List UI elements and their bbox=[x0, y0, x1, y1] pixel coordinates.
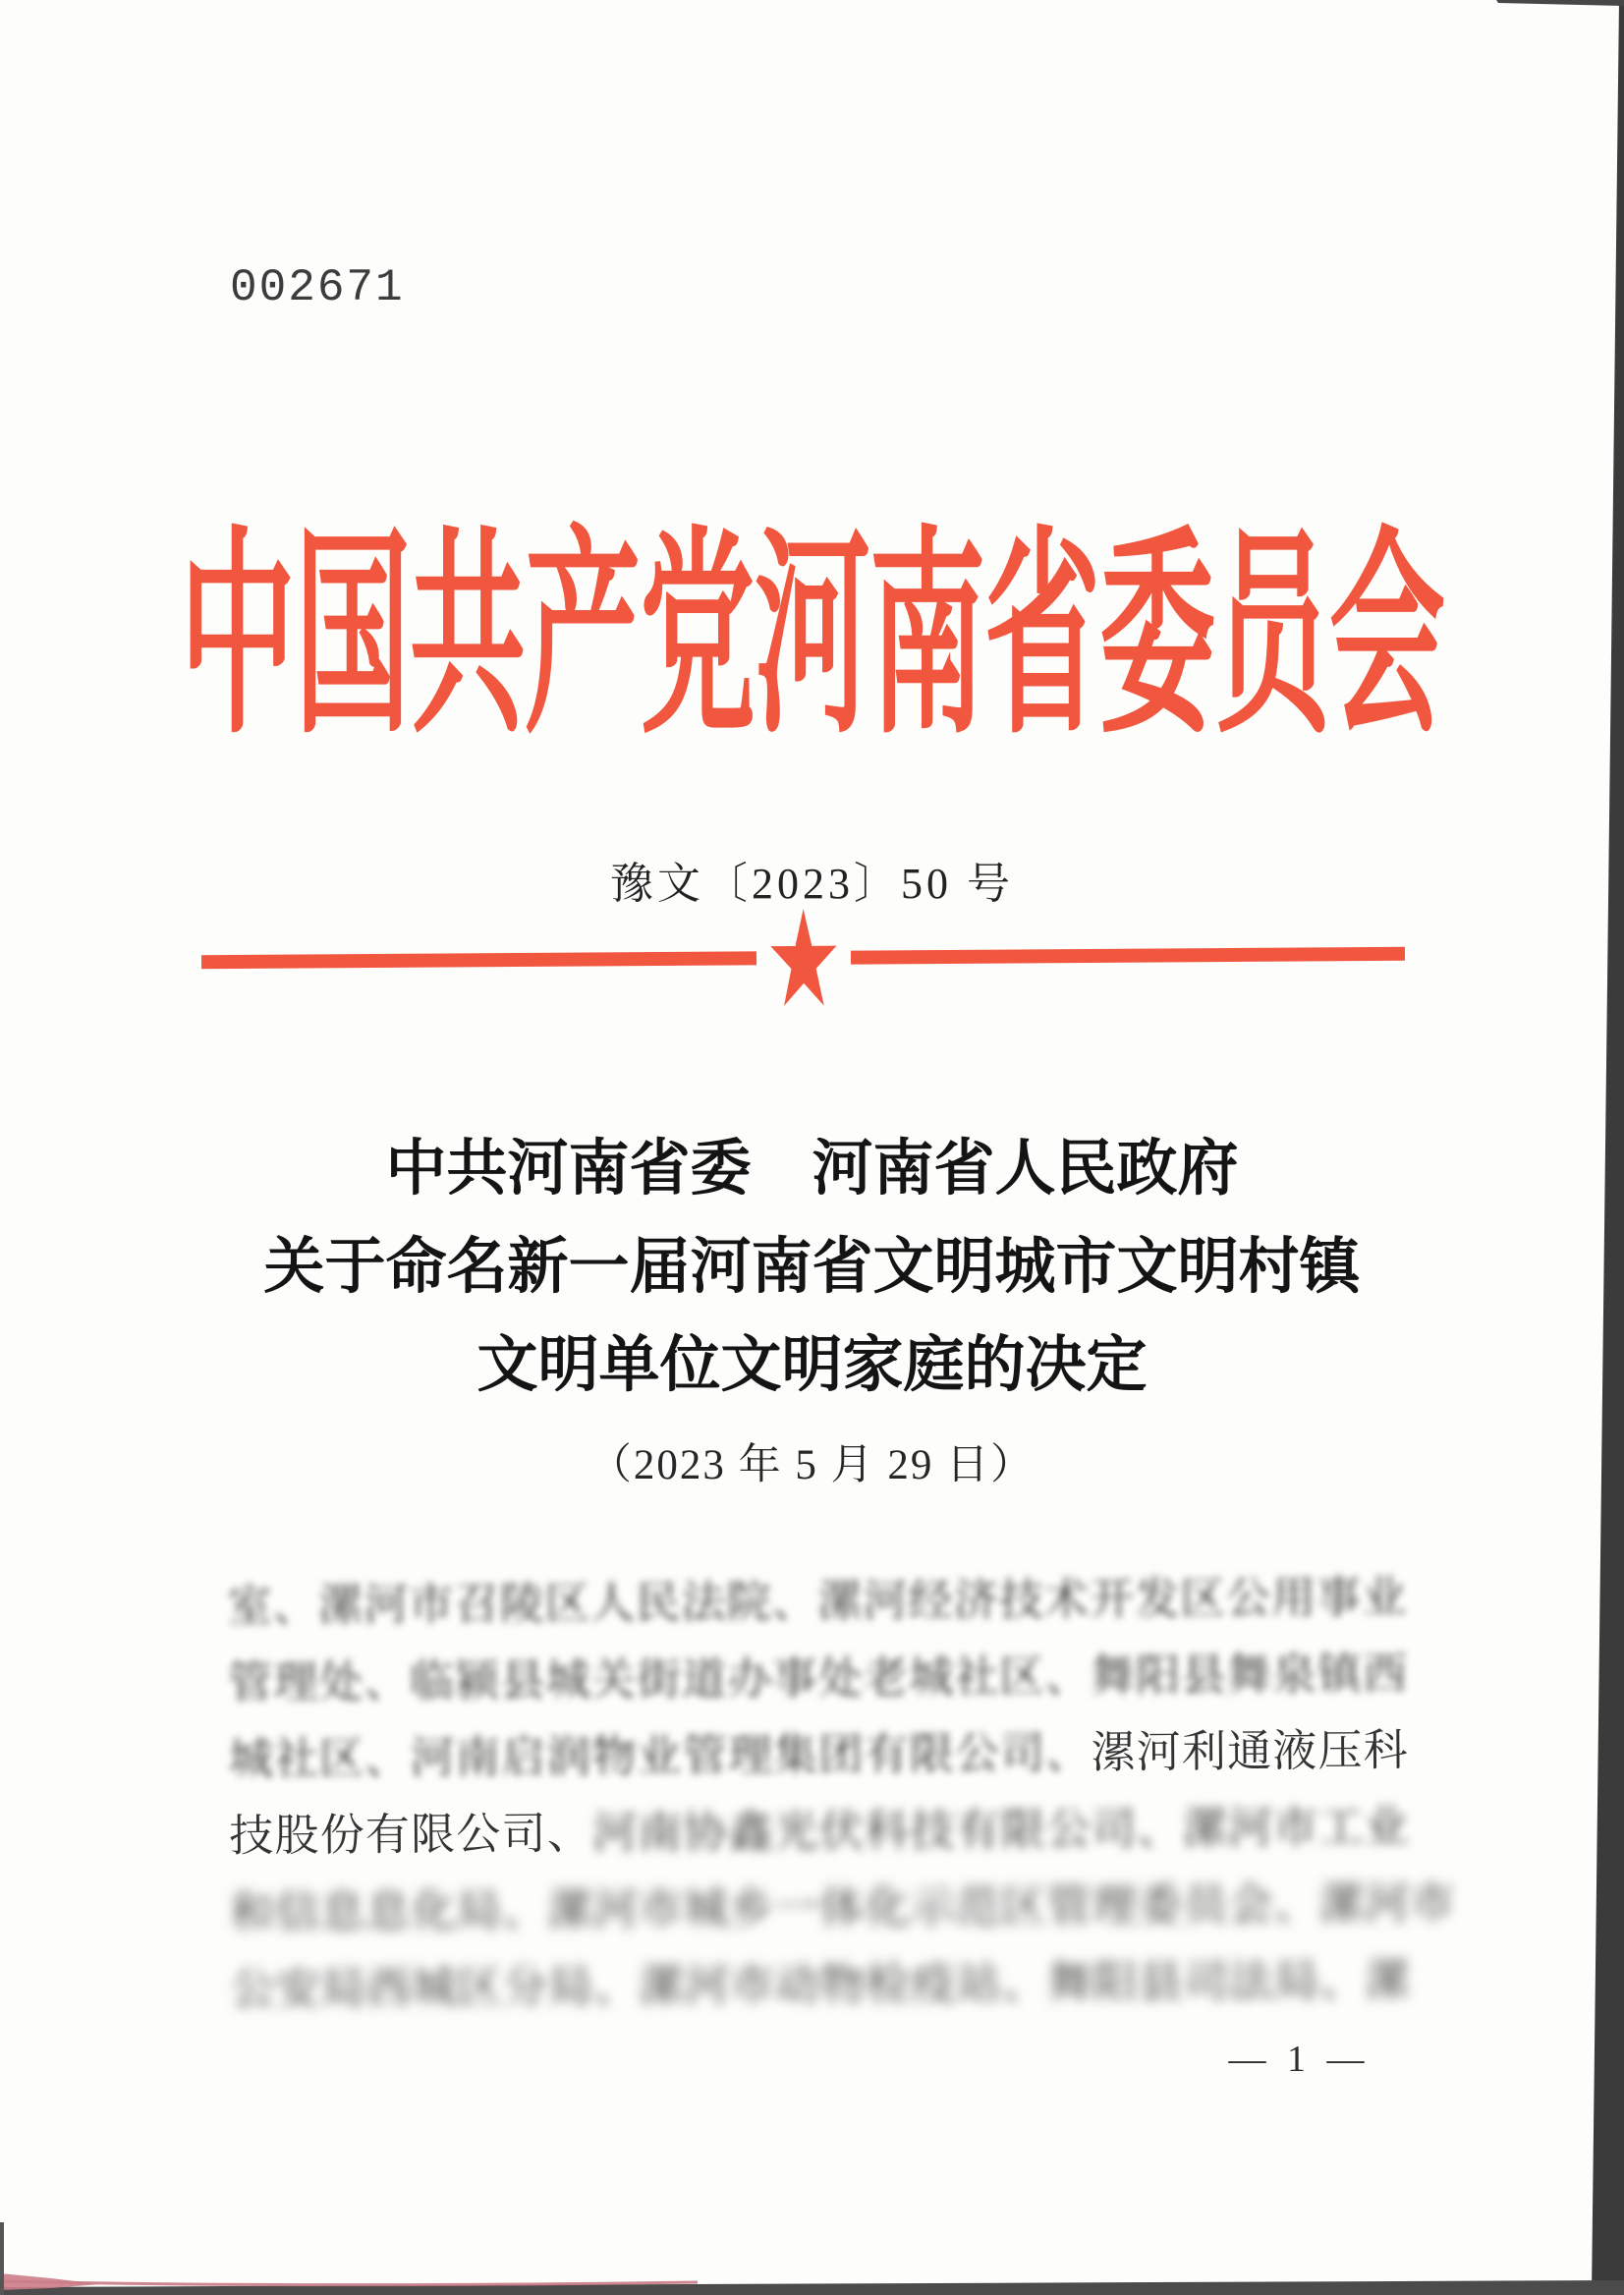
body-segment-blurred: 和信息息化局、漯河市城乡一体化示范区管理委员会、漯河市 bbox=[229, 1878, 1456, 1937]
scan-edge-top-right bbox=[1496, 0, 1624, 6]
body-text bbox=[227, 1559, 1456, 2028]
body-line bbox=[228, 1636, 1408, 1721]
serial-number: 002671 bbox=[230, 262, 405, 313]
title-line-3: 文明单位文明家庭的决定 bbox=[476, 1332, 1148, 1399]
body-segment-blurred: 城社区、河南启润物业管理集团有限公司、 bbox=[228, 1728, 1092, 1785]
body-segment-blurred: 管理处、临颍县城关街道办事处老城社区、舞阳县舞泉镇西 bbox=[227, 1649, 1409, 1708]
scan-pink-blob bbox=[0, 2273, 100, 2290]
body-line bbox=[229, 1789, 1409, 1875]
page-number: — 1 — bbox=[1228, 2039, 1371, 2080]
body-line bbox=[230, 1942, 1410, 2028]
body-segment-sharp: 技股份有限公司、 bbox=[229, 1809, 593, 1861]
divider-line-left bbox=[201, 951, 756, 969]
body-segment-blurred: 公安局西城区分局、漯河市动物检疫站、舞阳县司法局、漯 bbox=[230, 1955, 1411, 2014]
body-segment-blurred: 河南协鑫光伏科技有限公司、漯河市工业 bbox=[591, 1802, 1410, 1859]
body-line bbox=[228, 1712, 1408, 1798]
doc-number: 豫文〔2023〕50 号 bbox=[610, 860, 1014, 908]
body-line bbox=[229, 1866, 1456, 1951]
divider-line-right bbox=[850, 947, 1405, 965]
scan-pink-line bbox=[0, 2281, 698, 2285]
document-date: （2023 年 5 月 29 日） bbox=[588, 1442, 1036, 1488]
body-segment-blurred: 室、漯河市召陵区人民法院、漯河经济技术开发区公用事业 bbox=[227, 1572, 1408, 1632]
body-line bbox=[227, 1559, 1407, 1645]
red-divider bbox=[201, 890, 1406, 1027]
scan-edge-left-sliver bbox=[0, 2222, 4, 2295]
document-title bbox=[0, 1120, 1624, 1415]
masthead bbox=[0, 515, 1624, 759]
title-line-1: 中共河南省委 河南省人民政府 bbox=[385, 1136, 1239, 1203]
scan-edge-bottom bbox=[0, 2280, 1624, 2295]
body-segment-sharp: 漯河利通液压科 bbox=[1091, 1725, 1410, 1778]
masthead-org-title: 中国共产党河南省委员会 bbox=[179, 515, 1444, 759]
red-star-icon bbox=[768, 906, 838, 1009]
title-line-2: 关于命名新一届河南省文明城市文明村镇 bbox=[263, 1234, 1361, 1301]
